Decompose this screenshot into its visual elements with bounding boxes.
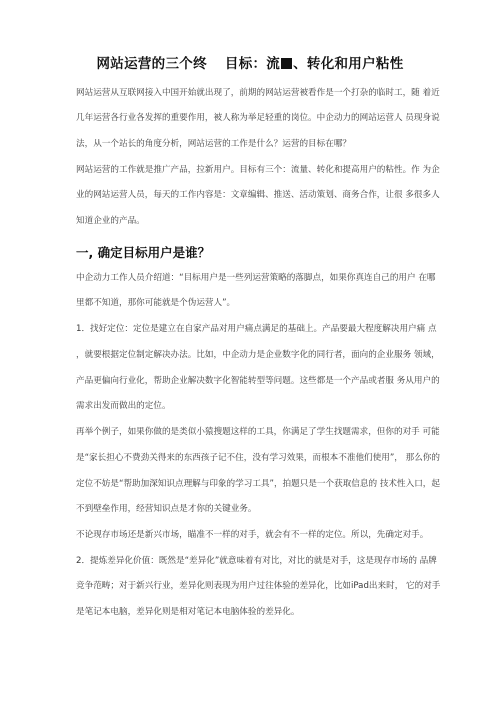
- section-heading: 一, 确定目标用户是谁？: [76, 245, 211, 260]
- text-line: 2．提炼差异化价值：既然是“差异化”就意味着有对比，对比的就是对手，这是现存市场的 品牌: [76, 556, 437, 566]
- text-line: 网站运营的工作就是推广产品，拉新用户。目标有三个：流量、转化和提高用户的粘性。作 为企: [76, 165, 440, 175]
- text-line: 不论现存市场还是新兴市场，瞄准不一样的对手，就会有不一样的定位。所以，先确定对手。: [76, 530, 429, 540]
- document-title: [0, 52, 500, 72]
- text-line: 需求出发而做出的定位。: [76, 401, 171, 411]
- text-line: 网站运营从互联网接入中国开始就出现了，前期的网站运营被看作是一个打杂的临时工，随 着近: [76, 88, 440, 98]
- text-line: 再举个例子，如果你做的是类似小猿搜题这样的工具，你满足了学生找题需求，但你的对手 可能: [76, 427, 440, 437]
- text-line: ，就要根据定位制定解决办法。比如，中企动力是企业数字化的同行者，面向的企业服务 领域，: [76, 350, 440, 360]
- text-line: 几年运营各行业各发挥的重要作用，被人称为举足轻重的岗位。中企动力的网站运营人 员现身说: [76, 113, 440, 123]
- redaction-block-icon: [281, 58, 292, 69]
- title-part-b: 目标：流: [224, 56, 281, 72]
- text-line: 产品更偏向行业化，帮助企业解决数字化智能转型等问题。这些都是一个产品或者服 务从用户的: [76, 376, 440, 386]
- text-line: 知道企业的产品。: [76, 216, 145, 226]
- title-part-c: 、转化和用户粘性: [293, 56, 404, 72]
- text-line: 是“家长担心不费劲关得来的东西孩子记不住，没有学习效果，而根本不准他们使用”， 那么你的: [76, 453, 440, 463]
- text-line: 是笔记本电脑，差异化则是相对笔记本电脑体验的差异化。: [76, 607, 300, 617]
- text-line: 定位不妨是“帮助加深知识点理解与印象的学习工具”，拍题只是一个获取信息的 技术性入口，起: [76, 479, 440, 489]
- text-line: 法，从一个站长的角度分析，网站运营的工作是什么？运营的目标在哪？: [76, 139, 352, 149]
- text-line: 中企动力工作人员介绍道：“目标用户是一些列运营策略的落脚点，如果你真连自己的用户 在哪: [76, 273, 436, 283]
- text-line: 里都不知道，那你可能就是个伪运营人”。: [76, 298, 236, 308]
- title-part-a: 网站运营的三个终: [96, 56, 207, 72]
- text-line: 不到壁垒作用，经营知识点是才你的关键业务。: [76, 504, 257, 514]
- text-line: 竞争范畴；对于新兴行业，差异化则表现为用户过往体验的差异化，比如iPad出来时， 它的对手: [76, 581, 441, 591]
- text-line: 业的网站运营人员，每天的工作内容是：文章编辑、推送、活动策划、商务合作，让很 多很多人: [76, 190, 440, 200]
- text-line: 1．找好定位：定位是建立在自家产品对用户痛点满足的基础上。产品要最大程度解决用户痛 点: [76, 324, 437, 334]
